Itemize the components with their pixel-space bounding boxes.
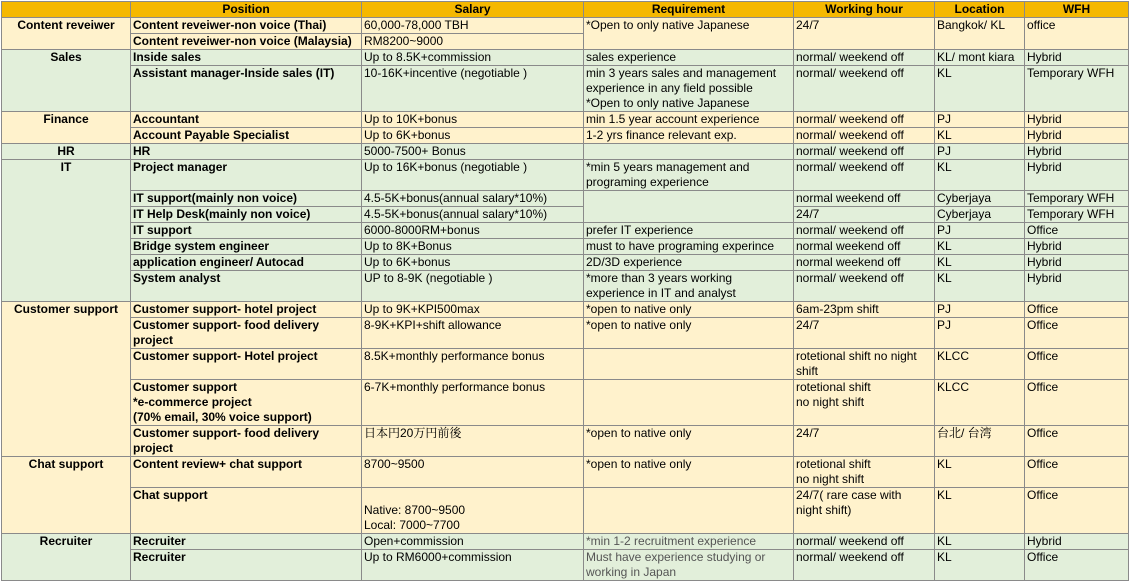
working-hour-cell[interactable]: rotetional shift no night shift <box>794 380 935 426</box>
working-hour-cell[interactable]: normal/ weekend off <box>794 160 935 191</box>
table-row <box>2 488 1129 534</box>
requirement-cell[interactable]: *Open to only native Japanese <box>584 18 794 50</box>
table-row <box>2 50 1129 66</box>
requirement-cell[interactable] <box>584 488 794 534</box>
location-cell[interactable]: KL <box>935 239 1025 255</box>
salary-cell[interactable]: 6000-8000RM+bonus <box>362 223 584 239</box>
requirement-cell[interactable]: must to have programing experince <box>584 239 794 255</box>
salary-cell[interactable]: 日本円20万円前後 <box>362 426 584 457</box>
wfh-cell[interactable]: Office <box>1025 349 1129 380</box>
position-cell[interactable]: IT support <box>131 223 362 239</box>
working-hour-cell[interactable]: normal/ weekend off <box>794 223 935 239</box>
position-cell[interactable]: Bridge system engineer <box>131 239 362 255</box>
salary-cell[interactable]: Up to 6K+bonus <box>362 255 584 271</box>
position-cell[interactable]: Inside sales <box>131 50 362 66</box>
location-cell[interactable]: Cyberjaya <box>935 207 1025 223</box>
requirement-cell[interactable]: *open to native only <box>584 457 794 488</box>
position-cell[interactable]: Recruiter <box>131 534 362 550</box>
working-hour-cell[interactable]: rotetional shift no night shift <box>794 349 935 380</box>
table-row <box>2 457 1129 488</box>
wfh-cell[interactable]: Temporary WFH <box>1025 207 1129 223</box>
salary-cell[interactable]: Open+commission <box>362 534 584 550</box>
working-hour-cell[interactable]: normal/ weekend off <box>794 50 935 66</box>
position-cell[interactable]: Accountant <box>131 112 362 128</box>
position-cell[interactable]: Project manager <box>131 160 362 191</box>
header-category[interactable] <box>2 2 131 18</box>
wfh-cell[interactable]: Hybrid <box>1025 255 1129 271</box>
table-row <box>2 534 1129 550</box>
wfh-cell[interactable]: Hybrid <box>1025 271 1129 302</box>
location-cell[interactable]: KL <box>935 550 1025 581</box>
location-cell[interactable]: KL <box>935 255 1025 271</box>
category-cell[interactable]: Chat support <box>2 457 131 534</box>
wfh-cell[interactable]: Office <box>1025 318 1129 349</box>
salary-cell[interactable]: Up to 6K+bonus <box>362 128 584 144</box>
category-cell[interactable]: Content reveiwer <box>2 18 131 50</box>
wfh-cell[interactable]: Office <box>1025 488 1129 534</box>
salary-cell[interactable]: Up to 9K+KPI500max <box>362 302 584 318</box>
wfh-cell[interactable]: Office <box>1025 380 1129 426</box>
requirement-cell[interactable]: 2D/3D experience <box>584 255 794 271</box>
wfh-cell[interactable]: Office <box>1025 302 1129 318</box>
position-cell[interactable]: Content reveiwer-non voice (Malaysia) <box>131 34 362 50</box>
position-cell[interactable]: Content review+ chat support <box>131 457 362 488</box>
requirement-cell[interactable]: Must have experience studying or working in Japan <box>584 550 794 581</box>
location-cell[interactable]: PJ <box>935 318 1025 349</box>
location-cell[interactable]: KL <box>935 66 1025 112</box>
wfh-cell[interactable]: Hybrid <box>1025 112 1129 128</box>
position-cell[interactable]: Customer support- Hotel project <box>131 349 362 380</box>
wfh-cell[interactable]: Hybrid <box>1025 144 1129 160</box>
position-cell[interactable]: Customer support- food delivery project <box>131 318 362 349</box>
wfh-cell[interactable]: Hybrid <box>1025 534 1129 550</box>
working-hour-cell[interactable]: normal/ weekend off <box>794 550 935 581</box>
working-hour-cell[interactable]: normal/ weekend off <box>794 271 935 302</box>
requirement-cell[interactable] <box>584 349 794 380</box>
table-row <box>2 144 1129 160</box>
requirement-cell[interactable]: *min 5 years management and programing experience <box>584 160 794 191</box>
location-cell[interactable]: PJ <box>935 223 1025 239</box>
wfh-cell[interactable]: Temporary WFH <box>1025 191 1129 207</box>
requirement-cell[interactable]: *open to native only <box>584 426 794 457</box>
category-cell[interactable]: Sales <box>2 50 131 112</box>
wfh-cell[interactable]: Office <box>1025 550 1129 581</box>
wfh-cell[interactable]: Temporary WFH <box>1025 66 1129 112</box>
salary-cell[interactable]: 4.5-5K+bonus(annual salary*10%) <box>362 191 584 207</box>
wfh-cell[interactable]: Hybrid <box>1025 160 1129 191</box>
location-cell[interactable]: 台北/ 台湾 <box>935 426 1025 457</box>
working-hour-cell[interactable]: 24/7 <box>794 318 935 349</box>
table-row <box>2 271 1129 302</box>
requirement-cell[interactable] <box>584 144 794 160</box>
salary-cell[interactable]: 10-16K+incentive (negotiable ) <box>362 66 584 112</box>
salary-cell[interactable]: Up to 8K+Bonus <box>362 239 584 255</box>
table-row <box>2 160 1129 191</box>
working-hour-cell[interactable]: normal/ weekend off <box>794 128 935 144</box>
table-row <box>2 191 1129 207</box>
category-cell[interactable]: IT <box>2 160 131 302</box>
position-cell[interactable]: Recruiter <box>131 550 362 581</box>
position-cell[interactable]: Customer support- hotel project <box>131 302 362 318</box>
working-hour-cell[interactable]: normal weekend off <box>794 255 935 271</box>
position-cell[interactable]: IT Help Desk(mainly non voice) <box>131 207 362 223</box>
location-cell[interactable]: KL <box>935 128 1025 144</box>
category-cell[interactable]: Recruiter <box>2 534 131 581</box>
wfh-cell[interactable]: Hybrid <box>1025 50 1129 66</box>
table-row <box>2 66 1129 112</box>
wfh-cell[interactable]: Office <box>1025 457 1129 488</box>
requirement-cell[interactable]: min 3 years sales and management experience in any field possible *Open to only native Japanese <box>584 66 794 112</box>
table-row <box>2 112 1129 128</box>
table-row <box>2 128 1129 144</box>
working-hour-cell[interactable]: rotetional shift no night shift <box>794 457 935 488</box>
position-cell[interactable]: Account Payable Specialist <box>131 128 362 144</box>
working-hour-cell[interactable]: 6am-23pm shift <box>794 302 935 318</box>
table-row <box>2 207 1129 223</box>
salary-cell[interactable]: Up to RM6000+commission <box>362 550 584 581</box>
category-cell[interactable]: Finance <box>2 112 131 144</box>
salary-cell[interactable]: 8.5K+monthly performance bonus <box>362 349 584 380</box>
requirement-cell[interactable]: *min 1-2 recruitment experience <box>584 534 794 550</box>
header-row <box>2 2 1129 18</box>
location-cell[interactable]: Bangkok/ KL <box>935 18 1025 50</box>
salary-cell[interactable]: 8700~9500 <box>362 457 584 488</box>
header-wfh[interactable]: WFH <box>1025 2 1129 18</box>
location-cell[interactable]: KL <box>935 457 1025 488</box>
working-hour-cell[interactable]: 24/7( rare case with night shift) <box>794 488 935 534</box>
working-hour-cell[interactable]: 24/7 <box>794 426 935 457</box>
requirement-cell[interactable]: prefer IT experience <box>584 223 794 239</box>
salary-cell[interactable]: Native: 8700~9500 Local: 7000~7700 <box>362 488 584 534</box>
position-cell[interactable]: Assistant manager-Inside sales (IT) <box>131 66 362 112</box>
salary-cell[interactable]: 60,000-78,000 TBH <box>362 18 584 34</box>
header-position[interactable]: Position <box>131 2 362 18</box>
salary-cell[interactable]: Up to 10K+bonus <box>362 112 584 128</box>
salary-cell[interactable]: 6-7K+monthly performance bonus <box>362 380 584 426</box>
location-cell[interactable]: Cyberjaya <box>935 191 1025 207</box>
working-hour-cell[interactable]: normal/ weekend off <box>794 534 935 550</box>
salary-cell[interactable]: Up to 8.5K+commission <box>362 50 584 66</box>
wfh-cell[interactable]: Hybrid <box>1025 128 1129 144</box>
header-requirement[interactable]: Requirement <box>584 2 794 18</box>
requirement-cell[interactable] <box>584 380 794 426</box>
position-cell[interactable]: IT support(mainly non voice) <box>131 191 362 207</box>
working-hour-cell[interactable]: normal weekend off <box>794 239 935 255</box>
table-row <box>2 349 1129 380</box>
location-cell[interactable]: KLCC <box>935 380 1025 426</box>
table-row <box>2 318 1129 349</box>
working-hour-cell[interactable]: normal/ weekend off <box>794 144 935 160</box>
working-hour-cell[interactable]: normal/ weekend off <box>794 112 935 128</box>
salary-cell[interactable]: 8-9K+KPI+shift allowance <box>362 318 584 349</box>
wfh-cell[interactable]: office <box>1025 18 1129 50</box>
requirement-cell[interactable]: *open to native only <box>584 318 794 349</box>
salary-cell[interactable]: 4.5-5K+bonus(annual salary*10%) <box>362 207 584 223</box>
salary-cell[interactable]: 5000-7500+ Bonus <box>362 144 584 160</box>
table-row <box>2 550 1129 581</box>
location-cell[interactable]: PJ <box>935 112 1025 128</box>
table-row <box>2 223 1129 239</box>
location-cell[interactable]: KL <box>935 534 1025 550</box>
location-cell[interactable]: KL <box>935 160 1025 191</box>
working-hour-cell[interactable]: 24/7 <box>794 18 935 50</box>
category-cell[interactable]: HR <box>2 144 131 160</box>
location-cell[interactable]: PJ <box>935 144 1025 160</box>
position-cell[interactable]: HR <box>131 144 362 160</box>
salary-cell[interactable]: RM8200~9000 <box>362 34 584 50</box>
job-listings-table <box>1 1 1129 581</box>
requirement-cell[interactable]: min 1.5 year account experience <box>584 112 794 128</box>
position-cell[interactable]: Customer support *e-commerce project (70% email, 30% voice support) <box>131 380 362 426</box>
requirement-cell[interactable]: 1-2 yrs finance relevant exp. <box>584 128 794 144</box>
requirement-cell[interactable]: *more than 3 years working experience in IT and analyst <box>584 271 794 302</box>
header-location[interactable]: Location <box>935 2 1025 18</box>
table-row <box>2 426 1129 457</box>
working-hour-cell[interactable]: 24/7 <box>794 207 935 223</box>
position-cell[interactable]: Chat support <box>131 488 362 534</box>
table-row <box>2 302 1129 318</box>
location-cell[interactable]: KL <box>935 271 1025 302</box>
position-cell[interactable]: Customer support- food delivery project <box>131 426 362 457</box>
header-salary[interactable]: Salary <box>362 2 584 18</box>
position-cell[interactable]: application engineer/ Autocad <box>131 255 362 271</box>
position-cell[interactable]: System analyst <box>131 271 362 302</box>
header-working-hour[interactable]: Working hour <box>794 2 935 18</box>
wfh-cell[interactable]: Hybrid <box>1025 239 1129 255</box>
table-row <box>2 380 1129 426</box>
table-row <box>2 255 1129 271</box>
location-cell[interactable]: KL/ mont kiara <box>935 50 1025 66</box>
location-cell[interactable]: KL <box>935 488 1025 534</box>
wfh-cell[interactable]: Office <box>1025 223 1129 239</box>
table-row <box>2 239 1129 255</box>
requirement-cell[interactable] <box>584 191 794 223</box>
location-cell[interactable]: KLCC <box>935 349 1025 380</box>
category-cell[interactable]: Customer support <box>2 302 131 457</box>
position-cell[interactable]: Content reveiwer-non voice (Thai) <box>131 18 362 34</box>
working-hour-cell[interactable]: normal weekend off <box>794 191 935 207</box>
salary-cell[interactable]: UP to 8-9K (negotiable ) <box>362 271 584 302</box>
salary-cell[interactable]: Up to 16K+bonus (negotiable ) <box>362 160 584 191</box>
working-hour-cell[interactable]: normal/ weekend off <box>794 66 935 112</box>
wfh-cell[interactable]: Office <box>1025 426 1129 457</box>
requirement-cell[interactable]: sales experience <box>584 50 794 66</box>
table-row <box>2 18 1129 34</box>
location-cell[interactable]: PJ <box>935 302 1025 318</box>
requirement-cell[interactable]: *open to native only <box>584 302 794 318</box>
